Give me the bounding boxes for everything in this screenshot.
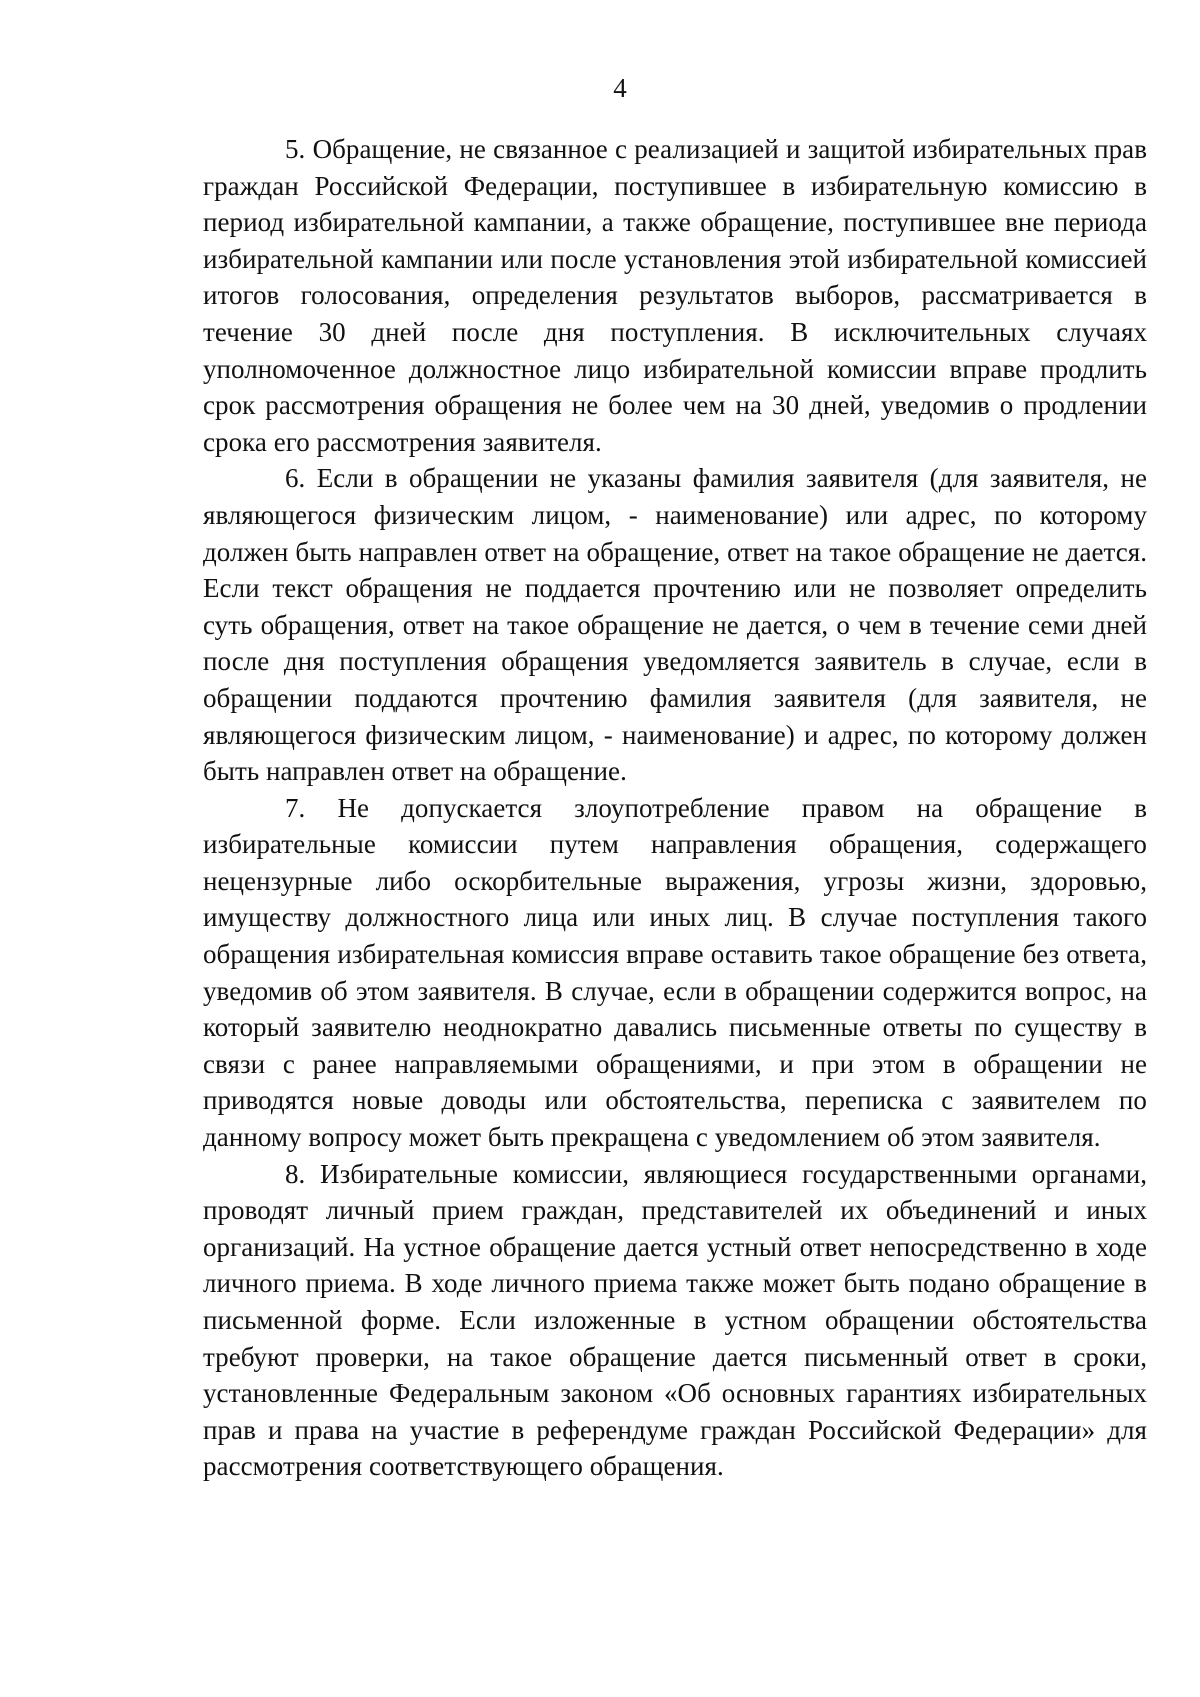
- paragraph-6: 6. Если в обращении не указаны фамилия заявителя (для заявителя, не являющегося физическим лицом, - наименование) или адрес, по которому должен быть направлен ответ на обращение, ответ на такое обращение не дается. Если текст обращения не поддается прочтению или не позволяет определить суть обращения, ответ на такое обращение не дается, о чем в течение семи дней после дня поступления обращения уведомляется заявитель в случае, если в обращении поддаются прочтению фамилия заявителя (для заявителя, не являющегося физическим лицом, - наименование) и адрес, по которому должен быть направлен ответ на обращение.: [203, 463, 1147, 787]
- page-number: 4: [613, 73, 627, 103]
- paragraph-8: 8. Избирательные комиссии, являющиеся государственными органами, проводят личный прием граждан, представителей их объединений и иных организаций. На устное обращение дается устный ответ непосредственно в ходе личного приема. В ходе личного приема также может быть подано обращение в письменной форме. Если изложенные в устном обращении обстоятельства требуют проверки, на такое обращение дается письменный ответ в сроки, установленные Федеральным законом «Об основных гарантиях избирательных прав и права на участие в референдуме граждан Российской Федерации» для рассмотрения соответствующего обращения.: [203, 1158, 1147, 1482]
- paragraph-7: 7. Не допускается злоупотребление правом на обращение в избирательные комиссии путем направления обращения, содержащего нецензурные либо оскорбительные выражения, угрозы жизни, здоровью, имуществу должностного лица или иных лиц. В случае поступления такого обращения избирательная комиссия вправе оставить такое обращение без ответа, уведомив об этом заявителя. В случае, если в обращении содержится вопрос, на который заявителю неоднократно давались письменные ответы по существу в связи с ранее направляемыми обращениями, и при этом в обращении не приводятся новые доводы или обстоятельства, переписка с заявителем по данному вопросу может быть прекращена с уведомлением об этом заявителя.: [203, 792, 1147, 1153]
- paragraph-5: 5. Обращение, не связанное с реализацией и защитой избирательных прав граждан Российской Федерации, поступившее в избирательную комиссию в период избирательной кампании, а также обращение, поступившее вне периода избирательной кампании или после установления этой избирательной комиссией итогов голосования, определения результатов выборов, рассматривается в течение 30 дней после дня поступления. В исключительных случаях уполномоченное должностное лицо избирательной комиссии вправе продлить срок рассмотрения обращения не более чем на 30 дней, уведомив о продлении срока его рассмотрения заявителя.: [203, 134, 1147, 457]
- document-body: [203, 131, 1147, 1485]
